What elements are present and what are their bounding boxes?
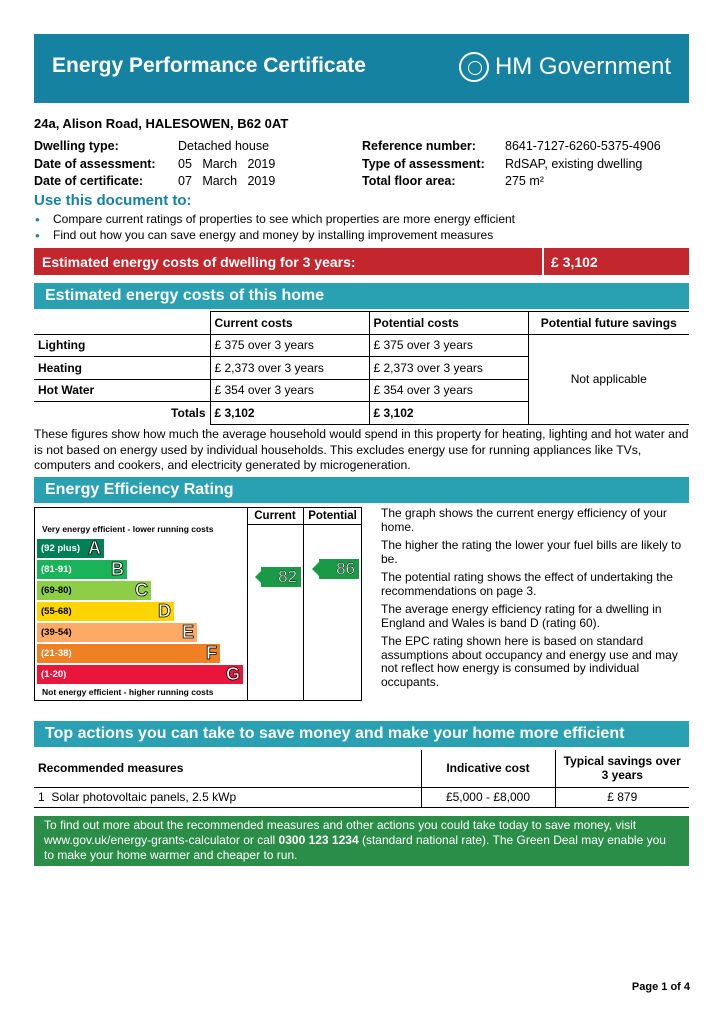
future-savings-value: Not applicable — [528, 334, 689, 424]
certificate-date-label: Date of certificate: — [34, 174, 144, 188]
divider — [303, 508, 304, 700]
current-rating-value: 82 — [278, 567, 297, 586]
estimated-cost-banner — [34, 248, 689, 275]
dwelling-type-label: Dwelling type: — [34, 139, 119, 153]
costs-table — [34, 311, 689, 425]
hot-water-current: £ 354 over 3 years — [210, 379, 369, 402]
potential-column-header: Potential — [308, 510, 357, 522]
assessment-type-value: RdSAP, existing dwelling — [505, 156, 643, 171]
royal-crest-icon — [459, 52, 489, 82]
assessment-date-label: Date of assessment: — [34, 156, 156, 171]
band-range: (69-80) — [41, 585, 72, 596]
phone-number: 0300 123 1234 — [278, 833, 359, 847]
savings-header: Typical savings over 3 years — [555, 750, 689, 787]
actions-table — [34, 750, 689, 808]
band-range: (1-20) — [41, 669, 67, 680]
details-right-labels — [362, 138, 485, 191]
band-range: (92 plus) — [41, 543, 81, 554]
table-header-row — [34, 312, 689, 335]
page-header — [34, 34, 689, 103]
totals-potential: £ 3,102 — [369, 402, 528, 425]
row-label-heating: Heating — [34, 357, 210, 380]
assessment-type-label: Type of assessment: — [362, 156, 485, 171]
efficiency-explanation — [381, 507, 691, 694]
band-b — [37, 560, 127, 579]
reference-number-label: Reference number: — [362, 139, 476, 153]
table-row — [34, 787, 689, 807]
efficiency-section-title: Energy Efficiency Rating — [34, 477, 689, 503]
band-letter: F — [206, 643, 217, 663]
current-column-header: Current — [254, 510, 296, 522]
efficient-note: Very energy efficient - lower running costs — [42, 524, 214, 534]
row-label-lighting: Lighting — [34, 334, 210, 357]
current-rating-arrow — [255, 567, 301, 587]
estimated-cost-label: Estimated energy costs of dwelling for 3 years: — [42, 254, 356, 270]
use-document-title: Use this document to: — [34, 192, 192, 209]
band-g — [37, 665, 243, 684]
details-right-values — [505, 138, 661, 191]
table-header-row — [34, 750, 689, 787]
band-f — [37, 644, 220, 663]
band-letter: B — [111, 559, 124, 579]
list-item: ● Compare current ratings of properties to see which properties are more energy efficient — [34, 212, 515, 228]
band-range: (39-54) — [41, 627, 72, 638]
table-row — [34, 334, 689, 357]
page-title: Energy Performance Certificate — [52, 54, 366, 77]
measure-savings: £ 879 — [555, 787, 689, 807]
band-letter: G — [225, 664, 240, 684]
hm-government-logo — [459, 52, 671, 82]
band-range: (21-38) — [41, 648, 72, 659]
band-letter: D — [158, 601, 171, 621]
divider — [542, 248, 544, 275]
lighting-potential: £ 375 over 3 years — [369, 334, 528, 357]
advice-text-start: To find out more about the recommended measures and other actions you could take today to save money, visit www.gov.uk/energy-grants-calculator or call — [44, 818, 637, 847]
list-item: ● Find out how you can save energy and money by installing improvement measures — [34, 228, 515, 244]
heating-current: £ 2,373 over 3 years — [210, 357, 369, 380]
heating-potential: £ 2,373 over 3 years — [369, 357, 528, 380]
row-label-hot-water: Hot Water — [34, 379, 210, 402]
logo-text: HM Government — [494, 53, 671, 80]
costs-section-title: Estimated energy costs of this home — [34, 283, 689, 309]
lighting-current: £ 375 over 3 years — [210, 334, 369, 357]
hot-water-potential: £ 354 over 3 years — [369, 379, 528, 402]
explanation-paragraph: The higher the rating the lower your fuel bills are likely to be. — [381, 538, 682, 566]
dwelling-type-value: Detached house — [178, 139, 270, 153]
advice-text-end: (standard national rate). The Green Deal may enable you to make your home warmer and cheaper to run. — [44, 833, 666, 862]
empty-header-cell — [34, 312, 210, 335]
current-costs-header: Current costs — [210, 312, 369, 335]
details-left-values — [178, 138, 275, 191]
floor-area-label: Total floor area: — [362, 174, 456, 188]
page-number: Page 1 of 4 — [631, 981, 690, 993]
details-left-labels — [34, 138, 174, 191]
divider — [247, 508, 248, 700]
band-letter: C — [135, 580, 148, 600]
floor-area-value: 275 m² — [505, 174, 544, 188]
divider — [247, 524, 361, 525]
property-address: 24a, Alison Road, HALESOWEN, B62 0AT — [34, 116, 289, 131]
reference-number-value: 8641-7127-6260-5375-4906 — [505, 139, 661, 153]
band-d — [37, 602, 174, 621]
measure-cost: £5,000 - £8,000 — [421, 787, 555, 807]
band-range: (81-91) — [41, 564, 72, 575]
band-a — [37, 539, 104, 558]
potential-rating-value: 86 — [336, 559, 355, 578]
estimated-cost-value: £ 3,102 — [551, 254, 598, 270]
band-e — [37, 623, 197, 642]
actions-section-title: Top actions you can take to save money and make your home more efficient — [34, 721, 689, 747]
cost-header: Indicative cost — [421, 750, 555, 787]
certificate-date-value: 07 March 2019 — [178, 174, 276, 188]
band-c — [37, 581, 151, 600]
explanation-paragraph: The EPC rating shown here is based on standard assumptions about occupancy and energy use and may not reflect how energy is consumed by individual occupants. — [381, 634, 678, 689]
band-range: (55-68) — [41, 606, 72, 617]
totals-label: Totals — [34, 402, 210, 425]
potential-rating-arrow — [312, 559, 359, 579]
band-letter: A — [88, 538, 101, 558]
inefficient-note: Not energy efficient - higher running costs — [42, 687, 214, 697]
explanation-paragraph: The potential rating shows the effect of undertaking the recommendations on page 3. — [381, 570, 673, 598]
totals-current: £ 3,102 — [210, 402, 369, 425]
band-letter: E — [181, 622, 194, 642]
advice-box — [34, 816, 689, 866]
measure-name: 1 Solar photovoltaic panels, 2.5 kWp — [34, 787, 421, 807]
assessment-date-value: 05 March 2019 — [178, 156, 276, 171]
costs-note: These figures show how much the average household would spend in this property for heating, lighting and hot water and is not based on energy used by individual households. This excludes energy use for running appliances like TVs, computers and cookers, and electricity generated by microgeneration. — [34, 427, 689, 472]
explanation-paragraph: The graph shows the current energy efficiency of your home. — [381, 506, 667, 534]
future-savings-header: Potential future savings — [528, 312, 689, 335]
potential-costs-header: Potential costs — [369, 312, 528, 335]
measures-header: Recommended measures — [34, 750, 421, 787]
efficiency-chart — [34, 507, 362, 701]
use-document-list — [34, 212, 515, 243]
explanation-paragraph: The average energy efficiency rating for a dwelling in England and Wales is band D (rating 60). — [381, 602, 662, 630]
